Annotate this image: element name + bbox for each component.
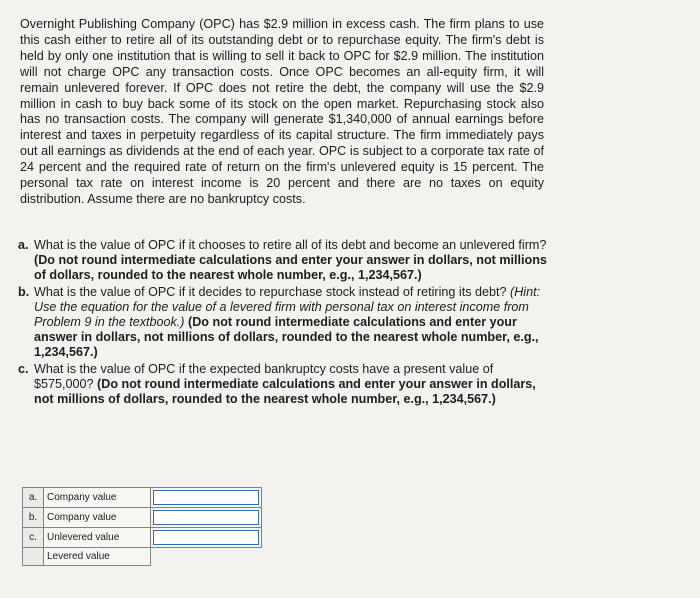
unlevered-value-input[interactable] (153, 530, 259, 545)
question-letter: b. (18, 284, 30, 299)
answer-cell (151, 488, 262, 508)
answer-cell (151, 508, 262, 528)
question-list (18, 238, 548, 408)
question-instruction: (Do not round intermediate calculations and enter your answer in dollars, not millions of dollars, rounded to the nearest whole number, e.g., 1,234,567.) (34, 376, 536, 407)
answer-cell (151, 528, 262, 548)
row-letter (23, 548, 44, 566)
question-letter: c. (18, 361, 29, 376)
row-label: Company value (44, 488, 151, 508)
question-text: What is the value of OPC if it decides to repurchase stock instead of retiring its debt? (34, 284, 507, 299)
question-text: What is the value of OPC if it chooses to retire all of its debt and become an unlevered firm? (34, 238, 547, 252)
answer-row-c (23, 528, 262, 548)
row-label: Levered value (44, 548, 151, 566)
answer-row-a (23, 488, 262, 508)
question-letter: a. (18, 238, 29, 252)
row-label: Company value (44, 508, 151, 528)
company-value-b-input[interactable] (153, 510, 259, 525)
company-value-a-input[interactable] (153, 490, 259, 505)
question-instruction: (Do not round intermediate calculations and enter your answer in dollars, not millions of dollars, rounded to the nearest whole number, e.g., 1,234,567.) (34, 315, 539, 360)
answer-row-c-levered (23, 548, 262, 566)
row-label: Unlevered value (44, 528, 151, 548)
answer-table (22, 487, 262, 566)
answer-row-b (23, 508, 262, 528)
row-letter: a. (23, 488, 44, 508)
row-letter: b. (23, 508, 44, 528)
problem-text: Overnight Publishing Company (OPC) has $2.9 million in excess cash. The firm plans to use this cash either to retire all of its outstanding debt or to repurchase equity. The firm's debt is held by only one institution that is willing to sell it back to OPC for $2.9 million. The institution will not charge OPC any transaction costs. Once OPC becomes an all-equity firm, it will remain unlevered forever. If OPC does not retire the debt, the company will use the $2.9 million in cash to buy back some of its stock on the open market. Repurchasing stock also has no transaction costs. The company will generate $1,340,000 of annual earnings before interest and taxes in perpetuity regardless of its capital structure. The firm immediately pays out all earnings as dividends at the end of each year. OPC is subject to a corporate tax rate of 24 percent and the required rate of return on the firm's unlevered equity is 15 percent. The personal tax rate on interest income is 20 percent and there are no taxes on equity distribution. Assume there are no bankruptcy costs. (20, 17, 544, 206)
question-a (18, 238, 548, 284)
question-b (18, 285, 548, 361)
row-letter: c. (23, 528, 44, 548)
empty-cell (151, 548, 262, 566)
question-c (18, 362, 548, 408)
question-hint: (Hint: Use the equation for the value of a levered firm with personal tax on interest income from Problem 9 in the textbook.) (34, 284, 541, 330)
question-instruction: (Do not round intermediate calculations and enter your answer in dollars, not millions of dollars, rounded to the nearest whole number, e.g., 1,234,567.) (34, 253, 547, 283)
question-text: What is the value of OPC if the expected bankruptcy costs have a present value of $575,000? (34, 361, 494, 391)
